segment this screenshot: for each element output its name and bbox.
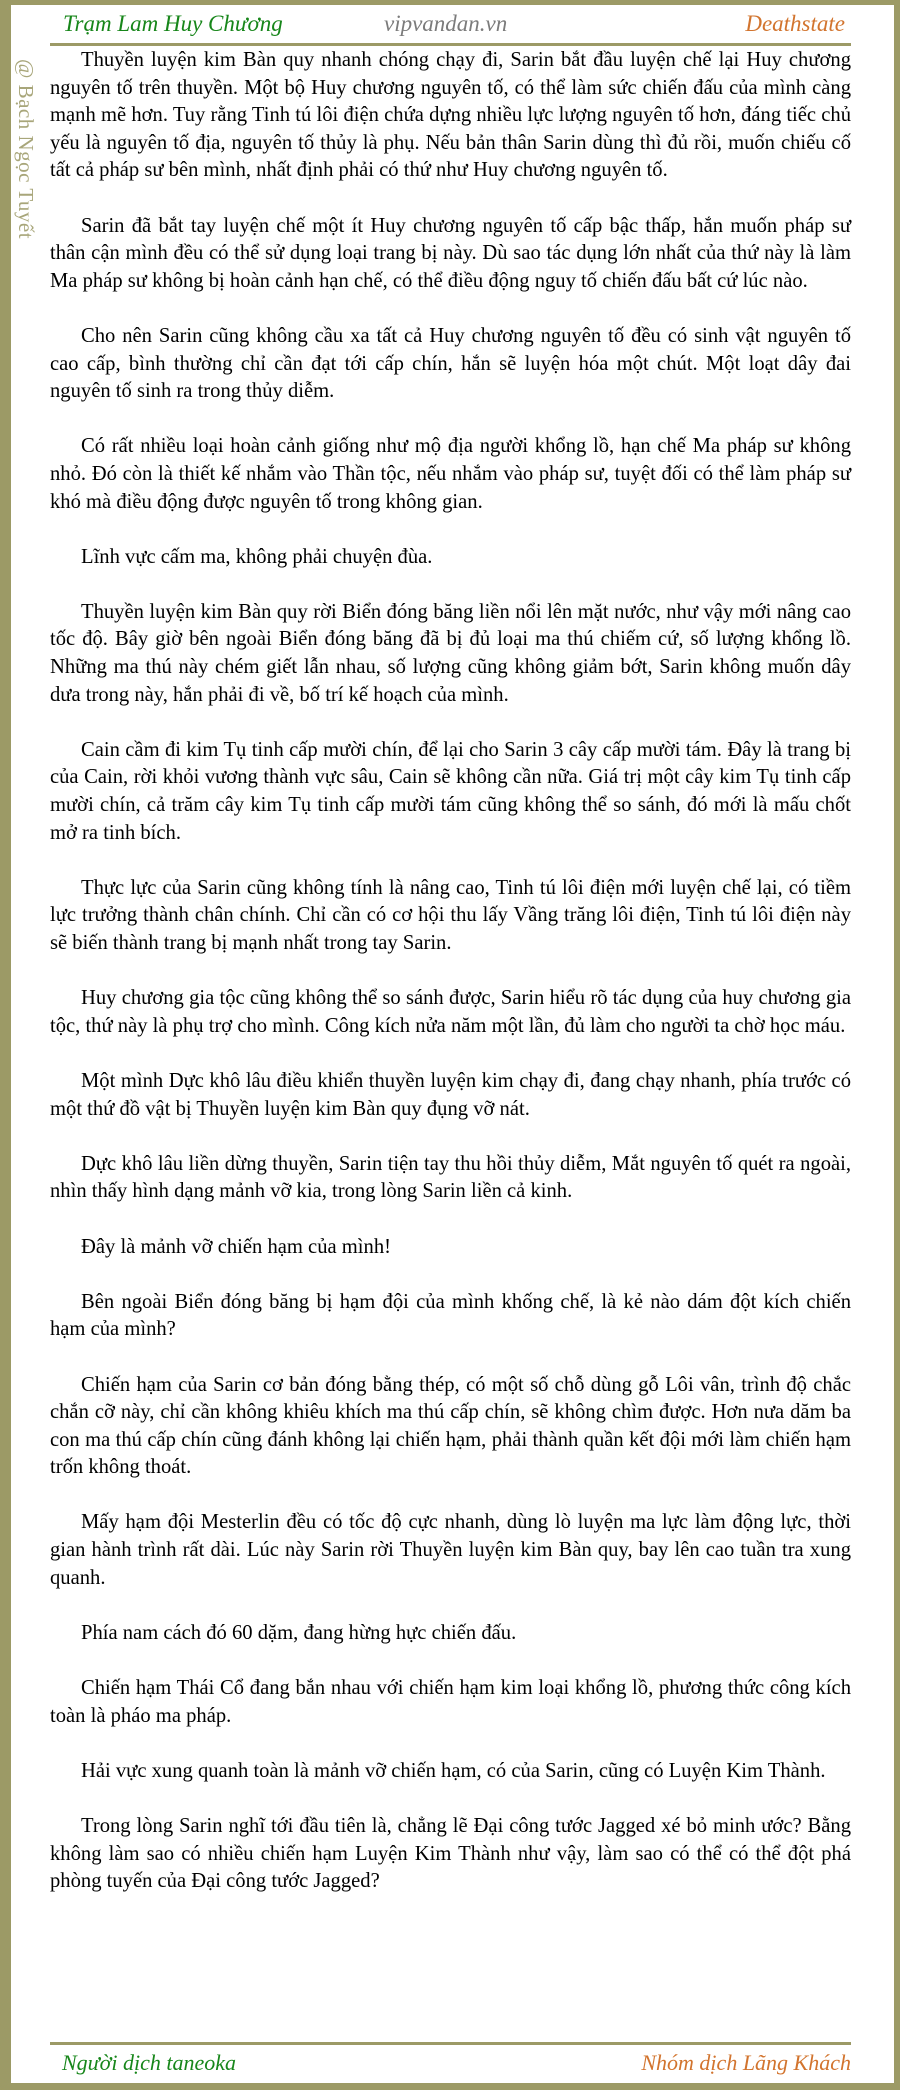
paragraph: Cho nên Sarin cũng không cầu xa tất cả Huy chương nguyên tố đều có sinh vật nguyên tố cao cấp, bình thường chỉ cần đạt tới cấp chín, hắn sẽ luyện hóa một chút. Một loạt dây đai nguyên tố sinh ra trong thủy diễm. (50, 324, 851, 403)
paragraph: Chiến hạm Thái Cổ đang bắn nhau với chiến hạm kim loại khổng lồ, phương thức công kích toàn là pháo ma pháp. (50, 1677, 851, 1727)
paragraph: Thuyền luyện kim Bàn quy nhanh chóng chạy đi, Sarin bắt đầu luyện chế lại Huy chương nguyên tố trên thuyền. Một bộ Huy chương nguyên tố, có thể làm sức chiến đấu của mình càng mạnh mẽ hơn. Tuy rằng Tinh tú lôi điện chứa dựng nhiều lực lượng nguyên tố hơn, đáng tiếc chủ yếu là nguyên tố địa, nguyên tố thủy là phụ. Nếu bản thân Sarin dùng thì đủ rồi, muốn chiếu cố tất cả pháp sư bên mình, nhất định phải có thứ như Huy chương nguyên tố. (50, 49, 851, 182)
paragraph: Chiến hạm của Sarin cơ bản đóng bằng thép, có một số chỗ dùng gỗ Lôi vân, trình độ chắc chắn cỡ này, chỉ cần không khiêu khích ma thú cấp chín, sẽ không chìm được. Hơn nưa dăm ba con ma thú cấp chín cũng đánh không lại chiến hạm, phải thành quần kết đội mới làm chiến hạm trốn không thoát. (50, 1373, 851, 1479)
paragraph: Mấy hạm đội Mesterlin đều có tốc độ cực nhanh, dùng lò luyện ma lực làm động lực, thời gian hành trình rất dài. Lúc này Sarin rời Thuyền luyện kim Bàn quy, bay lên cao tuần tra xung quanh. (50, 1511, 851, 1589)
paragraph: Lĩnh vực cấm ma, không phải chuyện đùa. (81, 545, 433, 568)
paragraph: Cain cầm đi kim Tụ tinh cấp mười chín, để lại cho Sarin 3 cây cấp mười tám. Đây là trang bị của Cain, rời khỏi vương thành vực sâu, Cain sẽ không cần nữa. Giá trị một cây kim Tụ tinh cấp mười chín, cả trăm cây kim Tụ tinh cấp mười tám cũng không thể so sánh, đó mới là mấu chốt mở ra tinh bích. (50, 738, 851, 844)
book-title: Trạm Lam Huy Chương (63, 11, 283, 36)
page-header (53, 5, 850, 43)
header-divider (50, 43, 851, 46)
page (11, 5, 894, 2083)
paragraph: Thuyền luyện kim Bàn quy rời Biển đóng băng liền nổi lên mặt nước, như vậy mới nâng cao tốc độ. Bây giờ bên ngoài Biển đóng băng đã bị đủ loại ma thú chiếm cứ, số lượng khổng lồ. Những ma thú này chém giết lẫn nhau, số lượng cũng không giảm bớt, Sarin không muốn dây dưa trong này, hắn phải đi về, bố trí kế hoạch của mình. (50, 600, 851, 706)
paragraph: Hải vực xung quanh toàn là mảnh vỡ chiến hạm, có của Sarin, cũng có Luyện Kim Thành. (81, 1759, 826, 1782)
paragraph: Trong lòng Sarin nghĩ tới đầu tiên là, chẳng lẽ Đại công tước Jagged xé bỏ minh ước? Bằng không làm sao có nhiều chiến hạm Luyện Kim Thành như vậy, làm sao có thể có thể đột phá phòng tuyến của Đại công tước Jagged? (50, 1815, 851, 1893)
site-name: vipvandan.vn (384, 11, 508, 36)
translator-credit: Người dịch taneoka (62, 2050, 237, 2075)
author-name: Deathstate (745, 11, 845, 36)
footer-divider (50, 2042, 851, 2045)
page-footer (50, 2048, 851, 2078)
paragraph: Phía nam cách đó 60 dặm, đang hừng hực chiến đấu. (81, 1621, 517, 1644)
paragraph: Bên ngoài Biển đóng băng bị hạm đội của mình khống chế, là kẻ nào dám đột kích chiến hạm của mình? (50, 1290, 851, 1341)
group-credit: Nhóm dịch Lãng Khách (641, 2050, 851, 2075)
paragraph: Huy chương gia tộc cũng không thể so sánh được, Sarin hiểu rõ tác dụng của huy chương gia tộc, thứ này là phụ trợ cho mình. Công kích nửa năm một lần, đủ làm cho người ta chờ học máu. (50, 987, 851, 1037)
paragraph: Thực lực của Sarin cũng không tính là nâng cao, Tinh tú lôi điện mới luyện chế lại, có tiềm lực trưởng thành chân chính. Chỉ cần có cơ hội thu lấy Vầng trăng lôi điện, Tinh tú lôi điện này sẽ biến thành trang bị mạnh nhất trong tay Sarin. (50, 876, 851, 954)
paragraph: Một mình Dực khô lâu điều khiển thuyền luyện kim chạy đi, đang chạy nhanh, phía trước có một thứ đồ vật bị Thuyền luyện kim Bàn quy đụng vỡ nát. (50, 1069, 851, 1120)
paragraph: Dực khô lâu liền dừng thuyền, Sarin tiện tay thu hồi thủy diễm, Mắt nguyên tố quét ra ngoài, nhìn thấy hình dạng mảnh vỡ kia, trong lòng Sarin liền cả kinh. (50, 1152, 851, 1203)
paragraph: Có rất nhiều loại hoàn cảnh giống như mộ địa người khổng lồ, hạn chế Ma pháp sư không nhỏ. Đó còn là thiết kế nhắm vào Thần tộc, nếu nhắm vào pháp sư, tuyệt đối có thể làm pháp sư khó mà điều động được nguyên tố trong không gian. (50, 435, 851, 513)
chapter-body (50, 47, 851, 1896)
paragraph: Đây là mảnh vỡ chiến hạm của mình! (81, 1235, 391, 1258)
side-watermark: @ Bạch Ngọc Tuyết (14, 59, 38, 240)
paragraph: Sarin đã bắt tay luyện chế một ít Huy chương nguyên tố cấp bậc thấp, hắn muốn pháp sư thân cận mình đều có thể sử dụng loại trang bị này. Dù sao tác dụng lớn nhất của thứ này là làm Ma pháp sư không bị hoàn cảnh hạn chế, có thể điều động nguy tố chiến đấu bất cứ lúc nào. (50, 214, 851, 292)
